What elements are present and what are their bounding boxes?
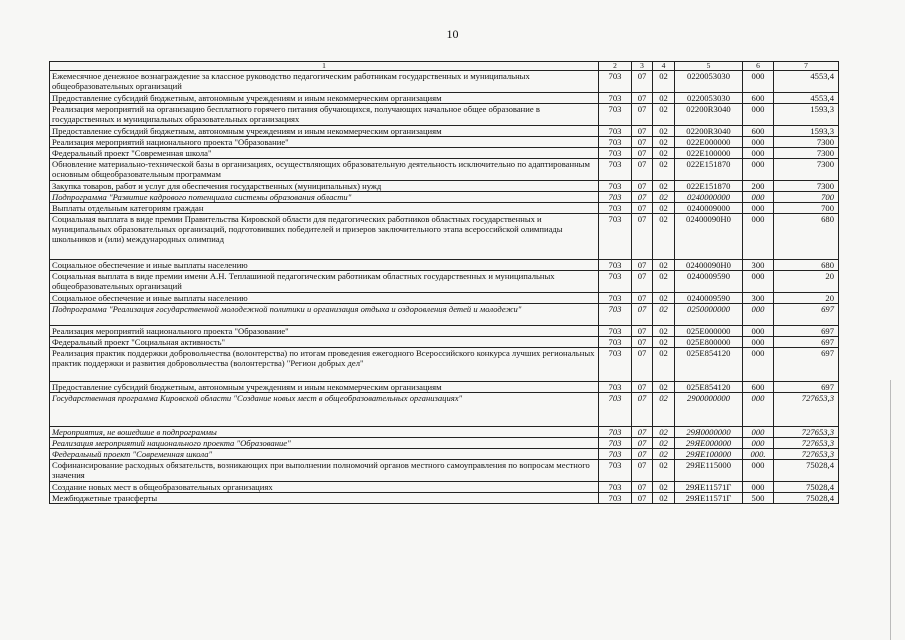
row-code-3-cell: 07 — [632, 126, 653, 137]
page-number: 10 — [446, 27, 459, 41]
table-row — [50, 493, 839, 504]
row-code-2-cell: 703 — [599, 214, 632, 260]
row-type-code-cell: 000 — [743, 337, 774, 348]
row-name-cell: Государственная программа Кировской области "Создание новых мест в общеобразовательных организациях" — [50, 393, 599, 427]
row-code-3-cell: 07 — [632, 449, 653, 460]
row-amount-cell: 697 — [774, 348, 839, 382]
table-row — [50, 93, 839, 104]
row-code-2-cell: 703 — [599, 493, 632, 504]
row-name-cell: Реализация практик поддержки добровольчества (волонтерства) по итогам проведения ежегодного Всероссийского конкурса лучших региональных практик поддержки и развития добровольчества (волонтерства) "Регион добрых дел" — [50, 348, 599, 382]
row-amount-cell: 7300 — [774, 181, 839, 192]
row-amount-cell: 697 — [774, 382, 839, 393]
row-type-code-cell: 000 — [743, 438, 774, 449]
header-cell: 4 — [653, 62, 675, 71]
row-code-4-cell: 02 — [653, 126, 675, 137]
row-code-2-cell: 703 — [599, 304, 632, 326]
row-code-4-cell: 02 — [653, 460, 675, 482]
row-amount-cell: 697 — [774, 304, 839, 326]
row-code-4-cell: 02 — [653, 293, 675, 304]
table-row — [50, 192, 839, 203]
row-code-4-cell: 02 — [653, 181, 675, 192]
row-code-2-cell: 703 — [599, 181, 632, 192]
row-target-code-cell: 29ЯЕ000000 — [675, 438, 743, 449]
row-name-cell: Федеральный проект "Социальная активность" — [50, 337, 599, 348]
row-name-cell: Реализация мероприятий национального проекта "Образование" — [50, 137, 599, 148]
row-target-code-cell: 022E151870 — [675, 159, 743, 181]
row-amount-cell: 7300 — [774, 137, 839, 148]
row-code-4-cell: 02 — [653, 203, 675, 214]
header-row — [50, 62, 839, 71]
row-name-cell: Межбюджетные трансферты — [50, 493, 599, 504]
header-cell: 1 — [50, 62, 599, 71]
row-code-2-cell: 703 — [599, 427, 632, 438]
row-amount-cell: 75028,4 — [774, 493, 839, 504]
row-code-4-cell: 02 — [653, 192, 675, 203]
row-amount-cell: 700 — [774, 203, 839, 214]
row-amount-cell: 75028,4 — [774, 460, 839, 482]
row-code-4-cell: 02 — [653, 337, 675, 348]
row-code-2-cell: 703 — [599, 326, 632, 337]
row-type-code-cell: 000 — [743, 393, 774, 427]
table-row — [50, 326, 839, 337]
row-code-3-cell: 07 — [632, 304, 653, 326]
row-target-code-cell: 02400090Н0 — [675, 260, 743, 271]
row-code-3-cell: 07 — [632, 293, 653, 304]
table-row — [50, 181, 839, 192]
header-cell: 2 — [599, 62, 632, 71]
row-code-4-cell: 02 — [653, 482, 675, 493]
row-target-code-cell: 29ЯЕ115000 — [675, 460, 743, 482]
row-name-cell: Ежемесячное денежное вознаграждение за классное руководство педагогическим работникам государственных и муниципальных общеобразовательных организаций — [50, 71, 599, 93]
row-name-cell: Предоставление субсидий бюджетным, автономным учреждениям и иным некоммерческим организациям — [50, 382, 599, 393]
row-type-code-cell: 000 — [743, 326, 774, 337]
row-type-code-cell: 000 — [743, 214, 774, 260]
table-row — [50, 71, 839, 93]
row-name-cell: Подпрограмма "Развитие кадрового потенциала системы образования области" — [50, 192, 599, 203]
row-type-code-cell: 000 — [743, 271, 774, 293]
row-name-cell: Мероприятия, не вошедшие в подпрограммы — [50, 427, 599, 438]
row-amount-cell: 727653,3 — [774, 427, 839, 438]
row-amount-cell: 697 — [774, 326, 839, 337]
header-cell: 7 — [774, 62, 839, 71]
row-code-4-cell: 02 — [653, 137, 675, 148]
row-code-3-cell: 07 — [632, 93, 653, 104]
row-type-code-cell: 000 — [743, 71, 774, 93]
table-row — [50, 214, 839, 260]
row-code-4-cell: 02 — [653, 382, 675, 393]
row-code-3-cell: 07 — [632, 159, 653, 181]
table-row — [50, 159, 839, 181]
row-code-2-cell: 703 — [599, 71, 632, 93]
table-row — [50, 271, 839, 293]
row-name-cell: Социальная выплата в виде премии имени А.Н. Теплашиной педагогическим работникам областных государственных и муниципальных общеобразовательных организаций — [50, 271, 599, 293]
row-type-code-cell: 500 — [743, 493, 774, 504]
row-target-code-cell: 025E854120 — [675, 382, 743, 393]
row-target-code-cell: 0220053030 — [675, 71, 743, 93]
row-target-code-cell: 0240009590 — [675, 271, 743, 293]
row-type-code-cell: 600 — [743, 126, 774, 137]
row-code-3-cell: 07 — [632, 438, 653, 449]
row-code-4-cell: 02 — [653, 304, 675, 326]
row-target-code-cell: 02400090Н0 — [675, 214, 743, 260]
table-row — [50, 126, 839, 137]
row-code-3-cell: 07 — [632, 214, 653, 260]
table-row — [50, 438, 839, 449]
row-code-3-cell: 07 — [632, 337, 653, 348]
row-code-3-cell: 07 — [632, 203, 653, 214]
row-amount-cell: 697 — [774, 337, 839, 348]
row-code-3-cell: 07 — [632, 137, 653, 148]
row-target-code-cell: 0240000000 — [675, 192, 743, 203]
row-code-4-cell: 02 — [653, 148, 675, 159]
row-code-3-cell: 07 — [632, 348, 653, 382]
row-code-4-cell: 02 — [653, 104, 675, 126]
row-name-cell: Социальное обеспечение и иные выплаты населению — [50, 293, 599, 304]
row-type-code-cell: 000 — [743, 159, 774, 181]
row-amount-cell: 1593,3 — [774, 104, 839, 126]
row-amount-cell: 7300 — [774, 148, 839, 159]
row-code-4-cell: 02 — [653, 326, 675, 337]
row-code-3-cell: 07 — [632, 192, 653, 203]
row-type-code-cell: 000 — [743, 137, 774, 148]
row-amount-cell: 7300 — [774, 159, 839, 181]
row-name-cell: Обновление материально-технической базы в организациях, осуществляющих образовательную деятельность исключительно по адаптированным основным общеобразовательным программам — [50, 159, 599, 181]
table-row — [50, 104, 839, 126]
table-row — [50, 293, 839, 304]
header-cell: 5 — [675, 62, 743, 71]
table-row — [50, 337, 839, 348]
row-code-4-cell: 02 — [653, 214, 675, 260]
row-target-code-cell: 025E000000 — [675, 326, 743, 337]
row-target-code-cell: 025E854120 — [675, 348, 743, 382]
row-code-4-cell: 02 — [653, 271, 675, 293]
row-type-code-cell: 000 — [743, 192, 774, 203]
row-type-code-cell: 000 — [743, 304, 774, 326]
row-target-code-cell: 29ЯЕ11571Г — [675, 482, 743, 493]
row-type-code-cell: 200 — [743, 181, 774, 192]
row-amount-cell: 20 — [774, 271, 839, 293]
table-row — [50, 449, 839, 460]
row-amount-cell: 4553,4 — [774, 93, 839, 104]
table-row — [50, 460, 839, 482]
row-amount-cell: 20 — [774, 293, 839, 304]
table-row — [50, 148, 839, 159]
row-name-cell: Социальная выплата в виде премии Правительства Кировской области для педагогических работников областных государственных и муниципальных образовательных организаций, подготовивших победителей и призеров заключительного этапа всероссийской олимпиады школьников и (или) международных олимпиад — [50, 214, 599, 260]
table-row — [50, 393, 839, 427]
row-code-2-cell: 703 — [599, 337, 632, 348]
row-code-3-cell: 07 — [632, 326, 653, 337]
header-cell: 3 — [632, 62, 653, 71]
row-amount-cell: 700 — [774, 192, 839, 203]
row-target-code-cell: 0240009590 — [675, 293, 743, 304]
row-code-2-cell: 703 — [599, 348, 632, 382]
row-code-2-cell: 703 — [599, 482, 632, 493]
row-code-3-cell: 07 — [632, 71, 653, 93]
row-code-3-cell: 07 — [632, 104, 653, 126]
row-code-3-cell: 07 — [632, 148, 653, 159]
row-code-3-cell: 07 — [632, 427, 653, 438]
row-target-code-cell: 022E000000 — [675, 137, 743, 148]
row-target-code-cell: 0220053030 — [675, 93, 743, 104]
row-code-2-cell: 703 — [599, 271, 632, 293]
row-code-3-cell: 07 — [632, 493, 653, 504]
row-target-code-cell: 022E100000 — [675, 148, 743, 159]
row-code-2-cell: 703 — [599, 460, 632, 482]
row-code-4-cell: 02 — [653, 159, 675, 181]
row-amount-cell: 727653,3 — [774, 438, 839, 449]
row-type-code-cell: 000 — [743, 460, 774, 482]
row-type-code-cell: 600 — [743, 93, 774, 104]
row-code-2-cell: 703 — [599, 293, 632, 304]
row-target-code-cell: 022E151870 — [675, 181, 743, 192]
row-name-cell: Создание новых мест в общеобразовательных организациях — [50, 482, 599, 493]
table-row — [50, 382, 839, 393]
row-target-code-cell: 29ЯЕ100000 — [675, 449, 743, 460]
table-row — [50, 203, 839, 214]
row-code-3-cell: 07 — [632, 382, 653, 393]
row-name-cell: Выплаты отдельным категориям граждан — [50, 203, 599, 214]
table-row — [50, 137, 839, 148]
row-type-code-cell: 000 — [743, 427, 774, 438]
row-name-cell: Федеральный проект "Современная школа" — [50, 449, 599, 460]
row-amount-cell: 727653,3 — [774, 393, 839, 427]
row-amount-cell: 1593,3 — [774, 126, 839, 137]
row-name-cell: Реализация мероприятий на организацию бесплатного горячего питания обучающихся, получающих начальное общее образование в государственных и муниципальных образовательных организациях — [50, 104, 599, 126]
row-code-2-cell: 703 — [599, 260, 632, 271]
row-code-3-cell: 07 — [632, 271, 653, 293]
row-type-code-cell: 300 — [743, 293, 774, 304]
row-code-3-cell: 07 — [632, 393, 653, 427]
row-code-4-cell: 02 — [653, 93, 675, 104]
row-type-code-cell: 000 — [743, 104, 774, 126]
row-code-2-cell: 703 — [599, 137, 632, 148]
row-target-code-cell: 29ЯЕ11571Г — [675, 493, 743, 504]
row-amount-cell: 75028,4 — [774, 482, 839, 493]
table-row — [50, 260, 839, 271]
row-type-code-cell: 600 — [743, 382, 774, 393]
row-code-4-cell: 02 — [653, 427, 675, 438]
row-code-3-cell: 07 — [632, 181, 653, 192]
table-row — [50, 348, 839, 382]
table-row — [50, 427, 839, 438]
row-target-code-cell: 02200R3040 — [675, 104, 743, 126]
row-name-cell: Предоставление субсидий бюджетным, автономным учреждениям и иным некоммерческим организациям — [50, 93, 599, 104]
row-code-2-cell: 703 — [599, 449, 632, 460]
row-amount-cell: 727653,3 — [774, 449, 839, 460]
row-amount-cell: 680 — [774, 260, 839, 271]
row-type-code-cell: 000 — [743, 348, 774, 382]
row-code-2-cell: 703 — [599, 126, 632, 137]
table-row — [50, 304, 839, 326]
row-code-4-cell: 02 — [653, 260, 675, 271]
table-row — [50, 482, 839, 493]
row-code-3-cell: 07 — [632, 460, 653, 482]
scan-artifact-line — [890, 380, 891, 640]
row-name-cell: Подпрограмма "Реализация государственной молодежной политики и организация отдыха и оздоровления детей и молодежи" — [50, 304, 599, 326]
row-code-2-cell: 703 — [599, 159, 632, 181]
row-code-4-cell: 02 — [653, 449, 675, 460]
row-code-2-cell: 703 — [599, 148, 632, 159]
row-target-code-cell: 0250000000 — [675, 304, 743, 326]
row-code-2-cell: 703 — [599, 438, 632, 449]
row-name-cell: Закупка товаров, работ и услуг для обеспечения государственных (муниципальных) нужд — [50, 181, 599, 192]
budget-table — [49, 61, 839, 504]
row-code-4-cell: 02 — [653, 493, 675, 504]
row-code-4-cell: 02 — [653, 393, 675, 427]
row-name-cell: Социальное обеспечение и иные выплаты населению — [50, 260, 599, 271]
row-type-code-cell: 000 — [743, 203, 774, 214]
row-code-4-cell: 02 — [653, 71, 675, 93]
row-code-2-cell: 703 — [599, 203, 632, 214]
row-target-code-cell: 02200R3040 — [675, 126, 743, 137]
row-target-code-cell: 2900000000 — [675, 393, 743, 427]
row-code-2-cell: 703 — [599, 393, 632, 427]
row-name-cell: Предоставление субсидий бюджетным, автономным учреждениям и иным некоммерческим организациям — [50, 126, 599, 137]
row-amount-cell: 4553,4 — [774, 71, 839, 93]
row-type-code-cell: 000. — [743, 449, 774, 460]
row-code-4-cell: 02 — [653, 348, 675, 382]
row-target-code-cell: 025E800000 — [675, 337, 743, 348]
row-type-code-cell: 000 — [743, 482, 774, 493]
row-target-code-cell: 29Я0000000 — [675, 427, 743, 438]
row-code-4-cell: 02 — [653, 438, 675, 449]
row-code-3-cell: 07 — [632, 260, 653, 271]
row-amount-cell: 680 — [774, 214, 839, 260]
row-target-code-cell: 0240009000 — [675, 203, 743, 214]
header-cell: 6 — [743, 62, 774, 71]
row-code-3-cell: 07 — [632, 482, 653, 493]
row-code-2-cell: 703 — [599, 192, 632, 203]
row-type-code-cell: 000 — [743, 148, 774, 159]
row-name-cell: Софинансирование расходных обязательств, возникающих при выполнении полномочий органов местного самоуправления по вопросам местного значения — [50, 460, 599, 482]
row-name-cell: Федеральный проект "Современная школа" — [50, 148, 599, 159]
row-code-2-cell: 703 — [599, 382, 632, 393]
row-name-cell: Реализация мероприятий национального проекта "Образование" — [50, 326, 599, 337]
row-type-code-cell: 300 — [743, 260, 774, 271]
row-code-2-cell: 703 — [599, 93, 632, 104]
row-code-2-cell: 703 — [599, 104, 632, 126]
row-name-cell: Реализация мероприятий национального проекта "Образование" — [50, 438, 599, 449]
